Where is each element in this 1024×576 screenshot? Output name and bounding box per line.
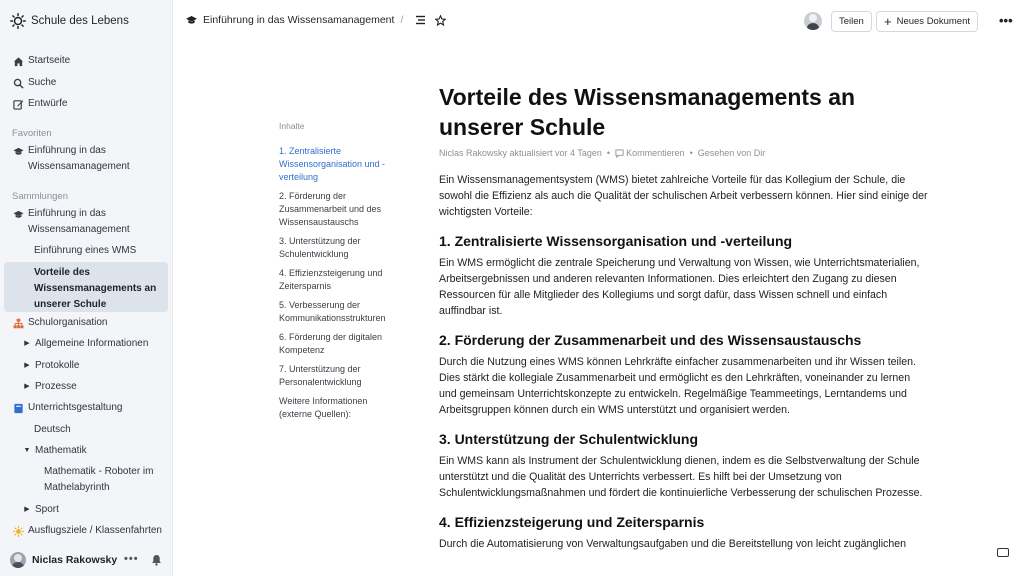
section-paragraph: Durch die Automatisierung von Verwaltungsaufgaben und die Bereitstellung von leicht zugänglichen [439, 538, 907, 550]
section-paragraph: Ein WMS kann als Instrument der Schulentwicklung dienen, indem es die Selbstverwaltung der Schule unterstützt und die Qualität des Unterrichts verbessert. Es hilft bei der Umsetzung von Schulentwicklungsmaßnahmen und fördert die kontinuierliche Verbesserung der schulischen Prozesse. [439, 455, 923, 499]
sidebar-folder-prozesse[interactable] [4, 379, 168, 395]
sidebar-item-label: Mathematik [35, 445, 87, 456]
expand-arrow-icon[interactable]: ▶ [24, 506, 30, 513]
collapse-arrow-icon[interactable]: ▼ [23, 447, 31, 454]
top-bar [173, 0, 1024, 42]
sidebar-item-label: Suche [28, 77, 57, 88]
home-icon [12, 53, 24, 69]
page-title[interactable]: Vorteile des Wissensmanagements an unserer Schule [439, 84, 856, 140]
sidebar-doc-deutsch[interactable] [4, 422, 168, 438]
section-heading: 4. Effizienzsteigerung und Zeitersparnis [439, 514, 705, 530]
sidebar-item-suche[interactable] [4, 75, 168, 91]
sidebar-item-label: Einführung in das Wissensamanagement [28, 208, 130, 235]
favorites-label: Favoriten [12, 128, 52, 139]
breadcrumb-separator: / [400, 14, 404, 26]
share-button[interactable] [831, 11, 872, 32]
meta-seen[interactable]: Gesehen von Dir [697, 148, 766, 158]
workspace-header[interactable] [0, 0, 173, 42]
toc-item[interactable]: 3. Unterstützung der Schulentwicklung [279, 236, 361, 259]
sidebar-folder-allgemeine[interactable] [4, 336, 168, 352]
sidebar-item-label: Entwürfe [28, 98, 68, 109]
meta-author[interactable]: Niclas Rakowsky aktualisiert vor 4 Tagen [439, 148, 602, 158]
sidebar-collection-wissensmanagement[interactable] [4, 206, 168, 238]
sidebar-doc-mathelabyrinth[interactable] [4, 464, 168, 496]
more-menu-icon[interactable]: ••• [999, 13, 1013, 28]
sidebar-item-startseite[interactable] [4, 53, 168, 69]
avatar[interactable] [10, 552, 26, 568]
keyboard-shortcuts-icon[interactable] [997, 548, 1009, 557]
sidebar-item-label: Deutsch [34, 424, 71, 435]
expand-arrow-icon[interactable]: ▶ [24, 383, 30, 390]
sun-icon [12, 523, 24, 539]
section-heading: 2. Förderung der Zusammenarbeit und des Wissensaustauschs [439, 332, 862, 348]
collaborator-avatar[interactable] [804, 12, 822, 30]
toc-item[interactable]: 7. Unterstützung der Personalentwicklung [279, 364, 362, 387]
star-icon[interactable] [433, 13, 447, 27]
new-document-button[interactable] [876, 11, 978, 32]
sidebar-item-label: Einführung eines WMS [34, 245, 137, 256]
edit-icon [12, 96, 24, 112]
toc-item[interactable]: 2. Förderung der Zusammenarbeit und des Wissensaustauschs [279, 191, 382, 227]
comment-icon [615, 149, 624, 158]
sidebar-collection-ausflugsziele[interactable] [4, 523, 168, 539]
new-document-label: Neues Dokument [896, 16, 970, 27]
table-of-contents [279, 121, 389, 427]
sidebar-collection-unterrichtsgestaltung[interactable] [4, 400, 168, 416]
graduation-cap-icon [12, 206, 24, 222]
toc-item[interactable]: 6. Förderung der digitalen Kompetenz [279, 332, 383, 355]
document-meta: Niclas Rakowsky aktualisiert vor 4 Tagen • Kommentieren • Gesehen von Dir [439, 148, 766, 158]
graduation-cap-icon [185, 14, 198, 26]
sidebar-item-label: Prozesse [35, 381, 77, 392]
sidebar-item-label: Schulorganisation [28, 317, 108, 328]
share-label: Teilen [839, 16, 864, 27]
sidebar-item-label: Sport [35, 504, 59, 515]
book-icon [12, 400, 24, 416]
breadcrumb [185, 13, 447, 27]
sun-logo-icon [10, 13, 26, 29]
sidebar-item-entwuerfe[interactable] [4, 96, 168, 112]
intro-paragraph: Ein Wissensmanagementsystem (WMS) bietet zahlreiche Vorteile für das Kollegium der Schule, die sowohl die Effizienz als auch die Qualität der schulischen Arbeit verbessern können. Hier sind einige der wichtigsten Vorteile: [439, 174, 928, 218]
sidebar [0, 0, 173, 576]
sidebar-folder-sport[interactable] [4, 502, 168, 518]
sidebar-item-label: Einführung in das Wissensamanagement [28, 145, 130, 172]
workspace-name: Schule des Lebens [31, 15, 129, 27]
meta-comments[interactable]: Kommentieren [626, 148, 685, 158]
sidebar-collection-schulorganisation[interactable] [4, 315, 168, 331]
toc-item[interactable]: 4. Effizienzsteigerung und Zeitersparnis [279, 268, 383, 291]
sidebar-item-label: Startseite [28, 55, 71, 66]
section-heading: 3. Unterstützung der Schulentwicklung [439, 431, 699, 447]
more-options-icon[interactable]: ••• [124, 553, 139, 565]
section-paragraph: Ein WMS ermöglicht die zentrale Speicherung und Verwaltung von Wissen, wie Unterrichtsmaterialien, Arbeitsergebnissen und anderen relevanten Informationen. Dies erleichtert den Zugang zu diesen Ressourcen für alle Mitglieder des Kollegiums und sorgt dafür, dass Wissen schnell und einfach auffindbar ist. [439, 257, 920, 317]
org-chart-icon [12, 315, 24, 331]
sidebar-item-label: Protokolle [35, 360, 80, 371]
sidebar-item-label: Allgemeine Informationen [35, 338, 149, 349]
toc-heading: Inhalte [279, 121, 305, 131]
graduation-cap-icon [12, 143, 24, 159]
sidebar-doc-einfuehrung-wms[interactable] [4, 243, 168, 259]
section-paragraph: Durch die Nutzung eines WMS können Lehrkräfte einfacher zusammenarbeiten und ihr Wissen teilen. Dies stärkt die kollegiale Zusammenarbeit und ermöglicht es den Lehrkräften, voneinander zu lernen und gemeinsam Unterrichtskonzepte zu entwickeln. Regelmäßige Teammeetings, Lerntandems und Arbeitsgruppen können durch ein WMS unterstützt und organisiert werden. [439, 356, 916, 416]
sidebar-item-label: Mathematik - Roboter im Mathelabyrinth [44, 466, 154, 493]
sidebar-item-label: Vorteile des Wissensmanagements an unserer Schule [34, 267, 157, 310]
sidebar-item-label: Unterrichtsgestaltung [28, 402, 123, 413]
plus-icon: + [884, 14, 892, 29]
document-body [439, 82, 929, 552]
collections-label: Sammlungen [12, 191, 68, 202]
user-name[interactable]: Niclas Rakowsky [32, 554, 118, 566]
sidebar-folder-mathematik[interactable] [4, 443, 168, 459]
sidebar-folder-protokolle[interactable] [4, 358, 168, 374]
sidebar-favorite-item[interactable] [4, 143, 168, 175]
expand-arrow-icon[interactable]: ▶ [24, 340, 30, 347]
toc-item[interactable]: Weitere Informationen (externe Quellen): [279, 396, 368, 419]
bell-icon[interactable] [151, 554, 162, 566]
table-of-contents-icon[interactable] [413, 13, 427, 27]
sidebar-item-label: Ausflugsziele / Klassenfahrten [28, 525, 162, 536]
toc-item[interactable]: 1. Zentralisierte Wissensorganisation und -verteilung [279, 146, 386, 182]
expand-arrow-icon[interactable]: ▶ [24, 362, 30, 369]
user-footer [0, 544, 173, 576]
sidebar-doc-vorteile-active[interactable] [4, 262, 168, 312]
section-heading: 1. Zentralisierte Wissensorganisation und -verteilung [439, 233, 793, 249]
search-icon [12, 75, 24, 91]
toc-item[interactable]: 5. Verbesserung der Kommunikationsstrukturen [279, 300, 386, 323]
breadcrumb-collection[interactable]: Einführung in das Wissensamanagement [203, 14, 395, 26]
